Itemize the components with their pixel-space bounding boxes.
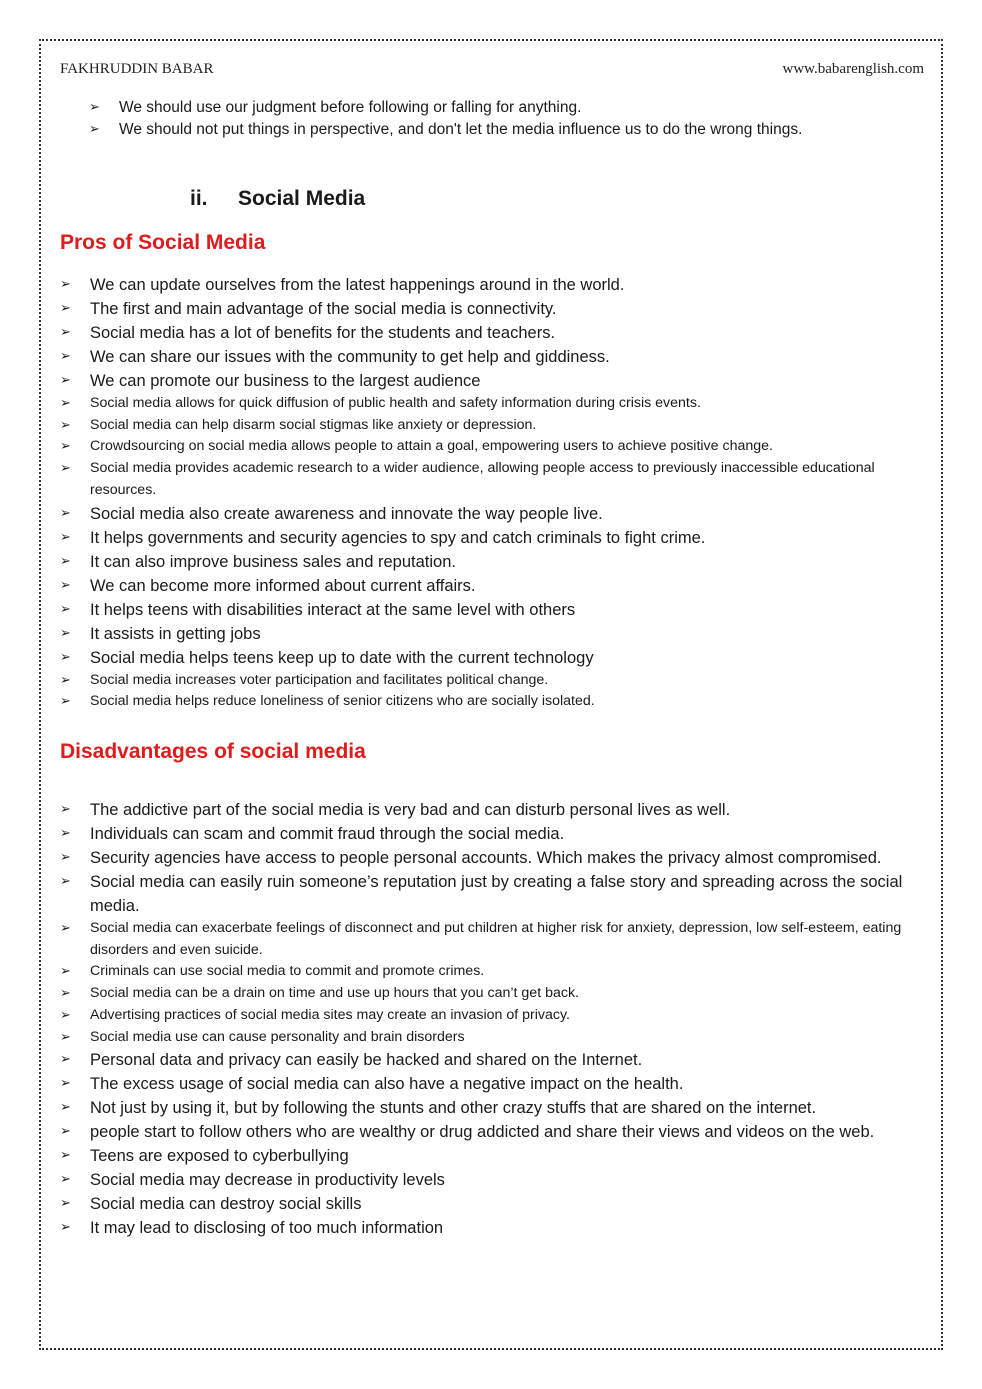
section-number: ii. [190, 187, 208, 210]
arrow-bullet-icon: ➢ [60, 1076, 71, 1092]
list-item: ➢ people start to follow others who are wealthy or drug addicted and share their views and videos on the web. [90, 1120, 920, 1144]
list-item: ➢ We can update ourselves from the latest happenings around in the world. [90, 273, 920, 297]
arrow-bullet-icon: ➢ [60, 325, 71, 340]
list-item: ➢ It can also improve business sales and reputation. [90, 550, 920, 574]
list-item: ➢ Criminals can use social media to commit and promote crimes. [90, 961, 920, 983]
intro-list [89, 97, 919, 141]
list-item: ➢ Social media has a lot of benefits for the students and teachers. [90, 321, 920, 345]
arrow-bullet-icon: ➢ [60, 1100, 71, 1116]
list-item: ➢ Social media helps teens keep up to date with the current technology [90, 646, 920, 670]
list-item: ➢ We should not put things in perspective, and don't let the media influence us to do the wrong things. [119, 119, 919, 141]
list-item: ➢ We should use our judgment before following or falling for anything. [119, 97, 919, 119]
list-item: ➢ The excess usage of social media can also have a negative impact on the health. [90, 1072, 920, 1096]
arrow-bullet-icon: ➢ [60, 850, 71, 865]
arrow-bullet-icon: ➢ [60, 301, 71, 316]
header-website: www.babarenglish.com [782, 61, 924, 77]
arrow-bullet-icon: ➢ [60, 1172, 71, 1188]
pros-list [60, 273, 920, 713]
arrow-bullet-icon: ➢ [60, 373, 71, 388]
cons-list [60, 798, 920, 1240]
arrow-bullet-icon: ➢ [60, 349, 71, 364]
arrow-bullet-icon: ➢ [60, 964, 71, 980]
arrow-bullet-icon: ➢ [60, 986, 71, 1002]
list-item: ➢ The addictive part of the social media is very bad and can disturb personal lives as well. [90, 798, 920, 822]
list-item: ➢ It helps governments and security agencies to spy and catch criminals to fight crime. [90, 526, 920, 550]
arrow-bullet-icon: ➢ [60, 601, 71, 617]
list-item: ➢ Social media can help disarm social stigmas like anxiety or depression. [90, 415, 920, 437]
list-item: ➢ Social media also create awareness and innovate the way people live. [90, 502, 920, 526]
arrow-bullet-icon: ➢ [60, 1007, 71, 1023]
list-item: ➢ It assists in getting jobs [90, 622, 920, 646]
list-item: ➢ Not just by using it, but by following the stunts and other crazy stuffs that are shared on the internet. [90, 1096, 920, 1120]
arrow-bullet-icon: ➢ [60, 672, 71, 688]
list-item: ➢ Social media can exacerbate feelings of disconnect and put children at higher risk for anxiety, depression, low self-esteem, eating disorders and even suicide. [60, 920, 902, 958]
arrow-bullet-icon: ➢ [89, 100, 100, 115]
list-item: ➢ Social media helps reduce loneliness of senior citizens who are socially isolated. [90, 691, 920, 713]
list-item: ➢ Personal data and privacy can easily be hacked and shared on the Internet. [90, 1048, 920, 1072]
arrow-bullet-icon: ➢ [60, 802, 71, 817]
list-item: ➢ Social media can be a drain on time and use up hours that you can’t get back. [90, 983, 920, 1005]
arrow-bullet-icon: ➢ [60, 1196, 71, 1212]
list-item: ➢ Advertising practices of social media sites may create an invasion of privacy. [90, 1005, 920, 1027]
list-item: ➢ Social media can destroy social skills [90, 1192, 920, 1216]
arrow-bullet-icon: ➢ [60, 625, 71, 641]
arrow-bullet-icon: ➢ [60, 396, 71, 411]
list-item: ➢ Individuals can scam and commit fraud through the social media. [90, 822, 920, 846]
pros-heading: Pros of Social Media [60, 231, 266, 254]
arrow-bullet-icon: ➢ [60, 439, 71, 455]
section-heading [190, 187, 365, 211]
arrow-bullet-icon: ➢ [60, 529, 71, 545]
arrow-bullet-icon: ➢ [60, 694, 71, 710]
list-item: ➢ Teens are exposed to cyberbullying [90, 1144, 920, 1168]
arrow-bullet-icon: ➢ [60, 1029, 71, 1045]
arrow-bullet-icon: ➢ [60, 1148, 71, 1164]
list-item: ➢ We can become more informed about current affairs. [90, 574, 920, 598]
list-item: ➢ We can promote our business to the largest audience [90, 369, 920, 393]
list-item: ➢ We can share our issues with the community to get help and giddiness. [90, 345, 920, 369]
list-item: ➢ Social media can easily ruin someone’s reputation just by creating a false story and spreading across the social media. [90, 870, 920, 918]
list-item: ➢ Social media increases voter participation and facilitates political change. [90, 670, 920, 692]
arrow-bullet-icon: ➢ [60, 1124, 71, 1140]
cons-heading: Disadvantages of social media [60, 740, 366, 763]
arrow-bullet-icon: ➢ [60, 577, 71, 593]
arrow-bullet-icon: ➢ [60, 553, 71, 569]
list-item: ➢ It may lead to disclosing of too much information [90, 1216, 920, 1240]
section-title: Social Media [238, 187, 366, 210]
list-item: ➢ Social media may decrease in productivity levels [90, 1168, 920, 1192]
arrow-bullet-icon: ➢ [60, 461, 71, 477]
arrow-bullet-icon: ➢ [60, 1052, 71, 1068]
arrow-bullet-icon: ➢ [60, 1220, 71, 1236]
arrow-bullet-icon: ➢ [60, 826, 71, 841]
list-item: ➢ The first and main advantage of the social media is connectivity. [90, 297, 920, 321]
arrow-bullet-icon: ➢ [60, 921, 71, 936]
list-item: ➢ Social media allows for quick diffusion of public health and safety information during crisis events. [90, 393, 920, 415]
header-author: FAKHRUDDIN BABAR [60, 61, 214, 77]
list-item: ➢ Security agencies have access to people personal accounts. Which makes the privacy almost compromised. [90, 846, 920, 870]
arrow-bullet-icon: ➢ [89, 122, 100, 137]
arrow-bullet-icon: ➢ [60, 649, 71, 665]
arrow-bullet-icon: ➢ [60, 505, 71, 521]
list-item: ➢ Social media provides academic research to a wider audience, allowing people access to previously inaccessible educational resources. [60, 460, 875, 498]
list-item: ➢ Crowdsourcing on social media allows people to attain a goal, empowering users to achieve positive change. [90, 436, 920, 458]
arrow-bullet-icon: ➢ [60, 417, 71, 433]
arrow-bullet-icon: ➢ [60, 277, 71, 292]
list-item: ➢ Social media use can cause personality and brain disorders [90, 1027, 920, 1049]
list-item: ➢ It helps teens with disabilities interact at the same level with others [90, 598, 920, 622]
arrow-bullet-icon: ➢ [60, 874, 71, 889]
